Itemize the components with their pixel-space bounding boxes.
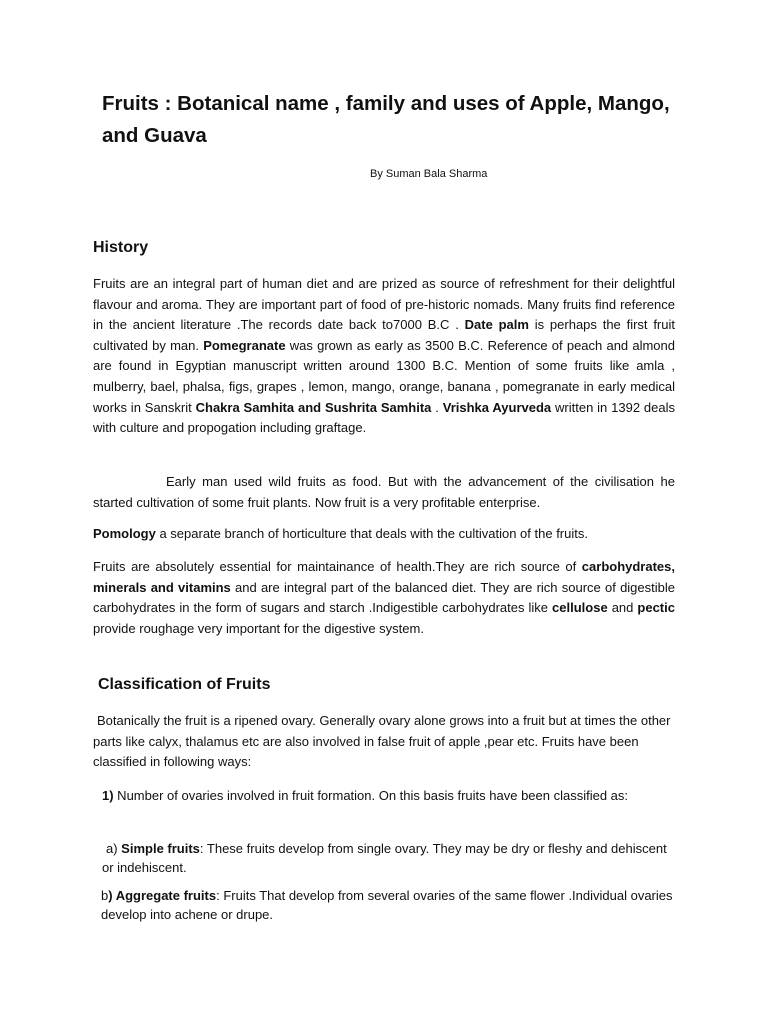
item-prefix: b [101, 888, 109, 903]
text-run: written in 1392 deals with culture and propogation including graftage. [93, 399, 675, 436]
classification-item-b [101, 886, 681, 924]
bold-term: carbohydrates, minerals and vitamins [93, 559, 675, 595]
classification-item-a [102, 839, 667, 877]
document-title: Fruits : Botanical name , family and uses of Apple, Mango, and Guava [102, 92, 670, 147]
classification-heading: Classification of Fruits [98, 676, 271, 693]
text-run: : Fruits That develop from several ovaries of the same flower .Individual ovaries develop into achene or drupe. [101, 888, 673, 922]
history-paragraph-1 [93, 274, 675, 439]
bold-term: Vrishka Ayurveda [442, 399, 552, 415]
text-run: a separate branch of horticulture that deals with the cultivation of the fruits. [155, 526, 588, 541]
history-paragraph-4 [93, 557, 675, 639]
bold-term: Date palm [464, 317, 529, 333]
text-run: and [607, 600, 638, 616]
history-paragraph-3 [93, 524, 675, 545]
classification-paragraph-1: Botanically the fruit is a ripened ovary. Generally ovary alone grows into a fruit but at times the other parts like calyx, thalamus etc are also involved in false fruit of apple ,pear etc. Fruits have been classified in following ways: [93, 713, 671, 770]
bold-term: Pomegranate [203, 337, 286, 353]
history-paragraph-2: Early man used wild fruits as food. But with the advancement of the civilisation he started cultivation of some fruit plants. Now fruit is a very profitable enterprise. [93, 474, 675, 510]
text-run: . [431, 399, 443, 415]
bold-term: cellulose [552, 600, 608, 616]
author-byline: By Suman Bala Sharma [370, 168, 488, 180]
text-run: and are integral part of the balanced diet. They are rich source of digestible carbohydrates in the form of sugars and starch .Indigestible carbohydrates like [93, 579, 675, 616]
history-heading: History [93, 239, 149, 256]
text-run: was grown as early as 3500 B.C. Reference of peach and almond are found in Egyptian manuscript written around 1300 B.C. Mention of some fruits like amla , mulberry, bael, phalsa, figs, grapes , lemon, mango, orange, banana , pomegranate in early medical works in Sanskrit [93, 337, 675, 415]
bold-term: Pomology [93, 526, 156, 541]
text-run: Number of ovaries involved in fruit formation. On this basis fruits have been classified as: [113, 788, 629, 803]
bold-term: pectic [637, 600, 675, 616]
text-run: provide roughage very important for the digestive system. [93, 620, 424, 636]
bold-term: ) Aggregate fruits [108, 888, 217, 903]
bold-term: Simple fruits [121, 841, 200, 856]
item-prefix: a) [106, 841, 122, 856]
classification-item-1 [102, 786, 667, 805]
item-number: 1) [102, 788, 114, 803]
text-run: Fruits are absolutely essential for maintainance of health.They are rich source of [93, 559, 582, 574]
text-run: Fruits are an integral part of human diet and are prized as source of refreshment for their delightful flavour and aroma. They are important part of food of pre-historic nomads. Many fruits find reference in the ancient literature .The records date back to7000 B.C . [93, 276, 675, 333]
text-run: : These fruits develop from single ovary. They may be dry or fleshy and dehiscent or indehiscent. [102, 841, 667, 875]
bold-term: Chakra Samhita and Sushrita Samhita [195, 399, 432, 415]
text-run: is perhaps the first fruit cultivated by man. [93, 317, 675, 353]
